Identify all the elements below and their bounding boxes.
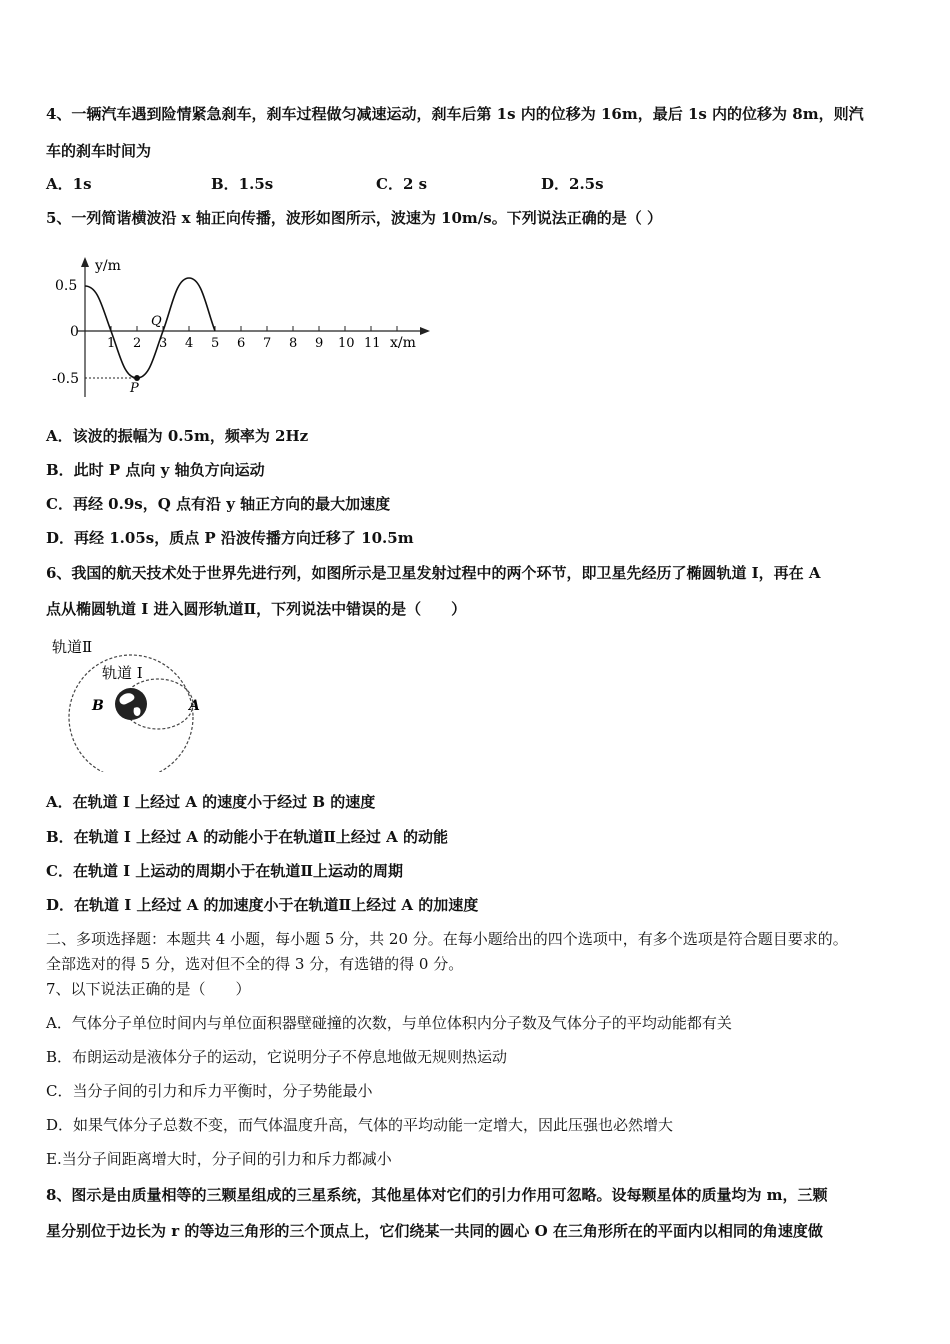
orbit-1-label: 轨道 I: [102, 664, 143, 682]
q6-stem-line2: 点从椭圆轨道 I 进入圆形轨道Ⅱ，下列说法中错误的是（ ）: [46, 600, 467, 618]
q4-option-b[interactable]: B．1.5s: [211, 175, 274, 193]
q7-option-e[interactable]: E.当分子间距离增大时，分子间的引力和斥力都减小: [46, 1150, 392, 1168]
q8-stem-line1: 8、图示是由质量相等的三颗星组成的三星系统，其他星体对它们的引力作用可忽略。设每颗星体的质量均为 m，三颗: [46, 1186, 828, 1204]
wave-figure: [50, 252, 440, 402]
q7-option-b[interactable]: B．布朗运动是液体分子的运动，它说明分子不停息地做无规则热运动: [46, 1048, 508, 1066]
wave-label-p: P: [130, 381, 139, 396]
wave-x-tick-8: 8: [289, 336, 298, 351]
wave-x-tick-11: 11: [364, 336, 381, 351]
wave-label-q: Q: [151, 314, 162, 329]
wave-x-tick-2: 2: [133, 336, 142, 351]
wave-x-tick-10: 10: [338, 336, 355, 351]
wave-x-tick-3: 3: [159, 336, 168, 351]
wave-x-tick-4: 4: [185, 336, 194, 351]
q4-options: [46, 173, 746, 194]
wave-x-label: x/m: [390, 335, 416, 351]
q5-option-d[interactable]: D．再经 1.05s，质点 P 沿波传播方向迁移了 10.5m: [46, 529, 414, 547]
wave-x-tick-9: 9: [315, 336, 324, 351]
orbit-point-a: A: [189, 698, 200, 714]
q5-option-a[interactable]: A．该波的振幅为 0.5m，频率为 2Hz: [46, 427, 309, 445]
wave-y-tick-top: 0.5: [55, 278, 78, 294]
wave-y-label: y/m: [95, 258, 121, 274]
q6-option-a[interactable]: A．在轨道 I 上经过 A 的速度小于经过 B 的速度: [46, 793, 376, 811]
orbit-2-label: 轨道Ⅱ: [52, 638, 93, 656]
q7-option-a[interactable]: A．气体分子单位时间内与单位面积器壁碰撞的次数，与单位体积内分子数及气体分子的平均动能都有关: [46, 1014, 732, 1032]
section2-line2: 全部选对的得 5 分，选对但不全的得 3 分，有选错的得 0 分。: [46, 955, 464, 973]
earth-icon: [115, 688, 147, 720]
q5-stem: 5、一列简谐横波沿 x 轴正向传播，波形如图所示，波速为 10m/s。下列说法正确的是（ ）: [46, 209, 662, 227]
orbit-figure: [46, 632, 216, 772]
q7-option-d[interactable]: D．如果气体分子总数不变，而气体温度升高，气体的平均动能一定增大，因此压强也必然增大: [46, 1116, 674, 1134]
orbit-point-b: B: [92, 698, 104, 714]
wave-x-tick-5: 5: [211, 336, 220, 351]
q4-stem-line1: 4、一辆汽车遇到险情紧急刹车，刹车过程做匀减速运动，刹车后第 1s 内的位移为 16m，最后 1s 内的位移为 8m，则汽: [46, 105, 864, 123]
wave-x-tick-6: 6: [237, 336, 246, 351]
q4-option-a[interactable]: A．1s: [46, 175, 92, 193]
q6-option-b[interactable]: B．在轨道 I 上经过 A 的动能小于在轨道Ⅱ上经过 A 的动能: [46, 828, 448, 846]
q8-stem-line2: 星分别位于边长为 r 的等边三角形的三个顶点上，它们绕某一共同的圆心 O 在三角形所在的平面内以相同的角速度做: [46, 1222, 823, 1240]
q6-stem-line1: 6、我国的航天技术处于世界先进行列，如图所示是卫星发射过程中的两个环节，即卫星先经历了椭圆轨道 I，再在 A: [46, 564, 821, 582]
section2-line1: 二、多项选择题：本题共 4 小题，每小题 5 分，共 20 分。在每小题给出的四个选项中，有多个选项是符合题目要求的。: [46, 930, 848, 948]
wave-x-arrow: [420, 327, 430, 335]
q4-option-c[interactable]: C．2 s: [376, 175, 428, 193]
q6-option-d[interactable]: D．在轨道 I 上经过 A 的加速度小于在轨道Ⅱ上经过 A 的加速度: [46, 896, 479, 914]
q5-option-b[interactable]: B．此时 P 点向 y 轴负方向运动: [46, 461, 265, 479]
wave-y-tick-zero: 0: [70, 324, 79, 340]
wave-y-tick-bottom: -0.5: [52, 371, 79, 387]
wave-curve: [85, 278, 215, 378]
wave-y-arrow: [81, 257, 89, 267]
q4-stem-line2: 车的刹车时间为: [46, 142, 152, 160]
q4-option-d[interactable]: D．2.5s: [541, 175, 604, 193]
wave-x-tick-1: 1: [107, 336, 116, 351]
q7-stem: 7、以下说法正确的是（ ）: [46, 980, 251, 998]
q5-option-c[interactable]: C．再经 0.9s，Q 点有沿 y 轴正方向的最大加速度: [46, 495, 391, 513]
wave-x-tick-7: 7: [263, 336, 272, 351]
q6-option-c[interactable]: C．在轨道 I 上运动的周期小于在轨道Ⅱ上运动的周期: [46, 862, 404, 880]
q7-option-c[interactable]: C．当分子间的引力和斥力平衡时，分子势能最小: [46, 1082, 373, 1100]
